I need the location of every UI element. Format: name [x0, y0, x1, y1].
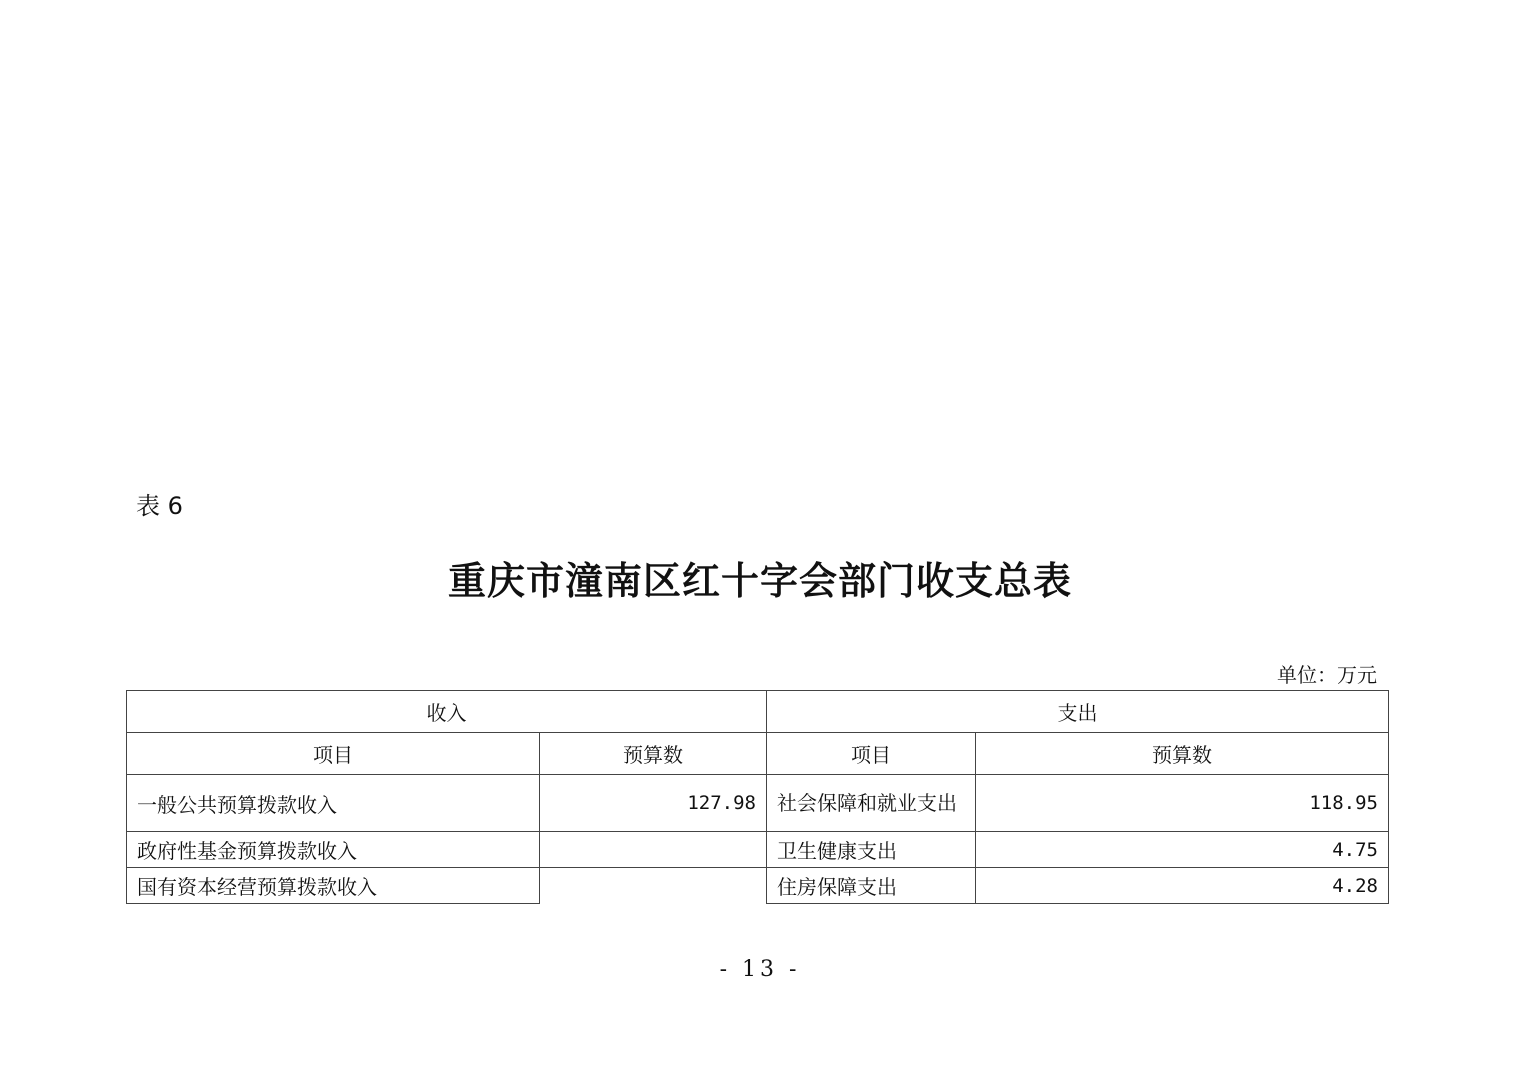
table-cell-income-item: 一般公共预算拨款收入	[126, 774, 540, 832]
table-cell-expense-item: 住房保障支出	[766, 867, 976, 904]
table-cell-income-item: 政府性基金预算拨款收入	[126, 831, 540, 868]
table-cell-expense-item: 卫生健康支出	[766, 831, 976, 868]
table-cell-expense-value: 118.95	[975, 774, 1389, 832]
page-number: - 13 -	[719, 957, 801, 982]
table-cell-expense-item: 社会保障和就业支出	[766, 774, 976, 832]
page-title: 重庆市潼南区红十字会部门收支总表	[447, 559, 1072, 603]
header-income-item: 项目	[126, 732, 540, 775]
table-cell-income-value	[539, 831, 767, 868]
table-cell-income-value	[539, 867, 767, 904]
table-cell-expense-value: 4.75	[975, 831, 1389, 868]
unit-label: 单位：万元	[1277, 663, 1377, 687]
table-cell-income-item: 国有资本经营预算拨款收入	[126, 867, 540, 904]
header-expense-item: 项目	[766, 732, 976, 775]
table-cell-income-value: 127.98	[539, 774, 767, 832]
table-label: 表 6	[136, 492, 183, 520]
table-cell-expense-value: 4.28	[975, 867, 1389, 904]
header-expense-budget: 预算数	[975, 732, 1389, 775]
header-expense: 支出	[766, 690, 1389, 733]
header-income: 收入	[126, 690, 767, 733]
header-income-budget: 预算数	[539, 732, 767, 775]
